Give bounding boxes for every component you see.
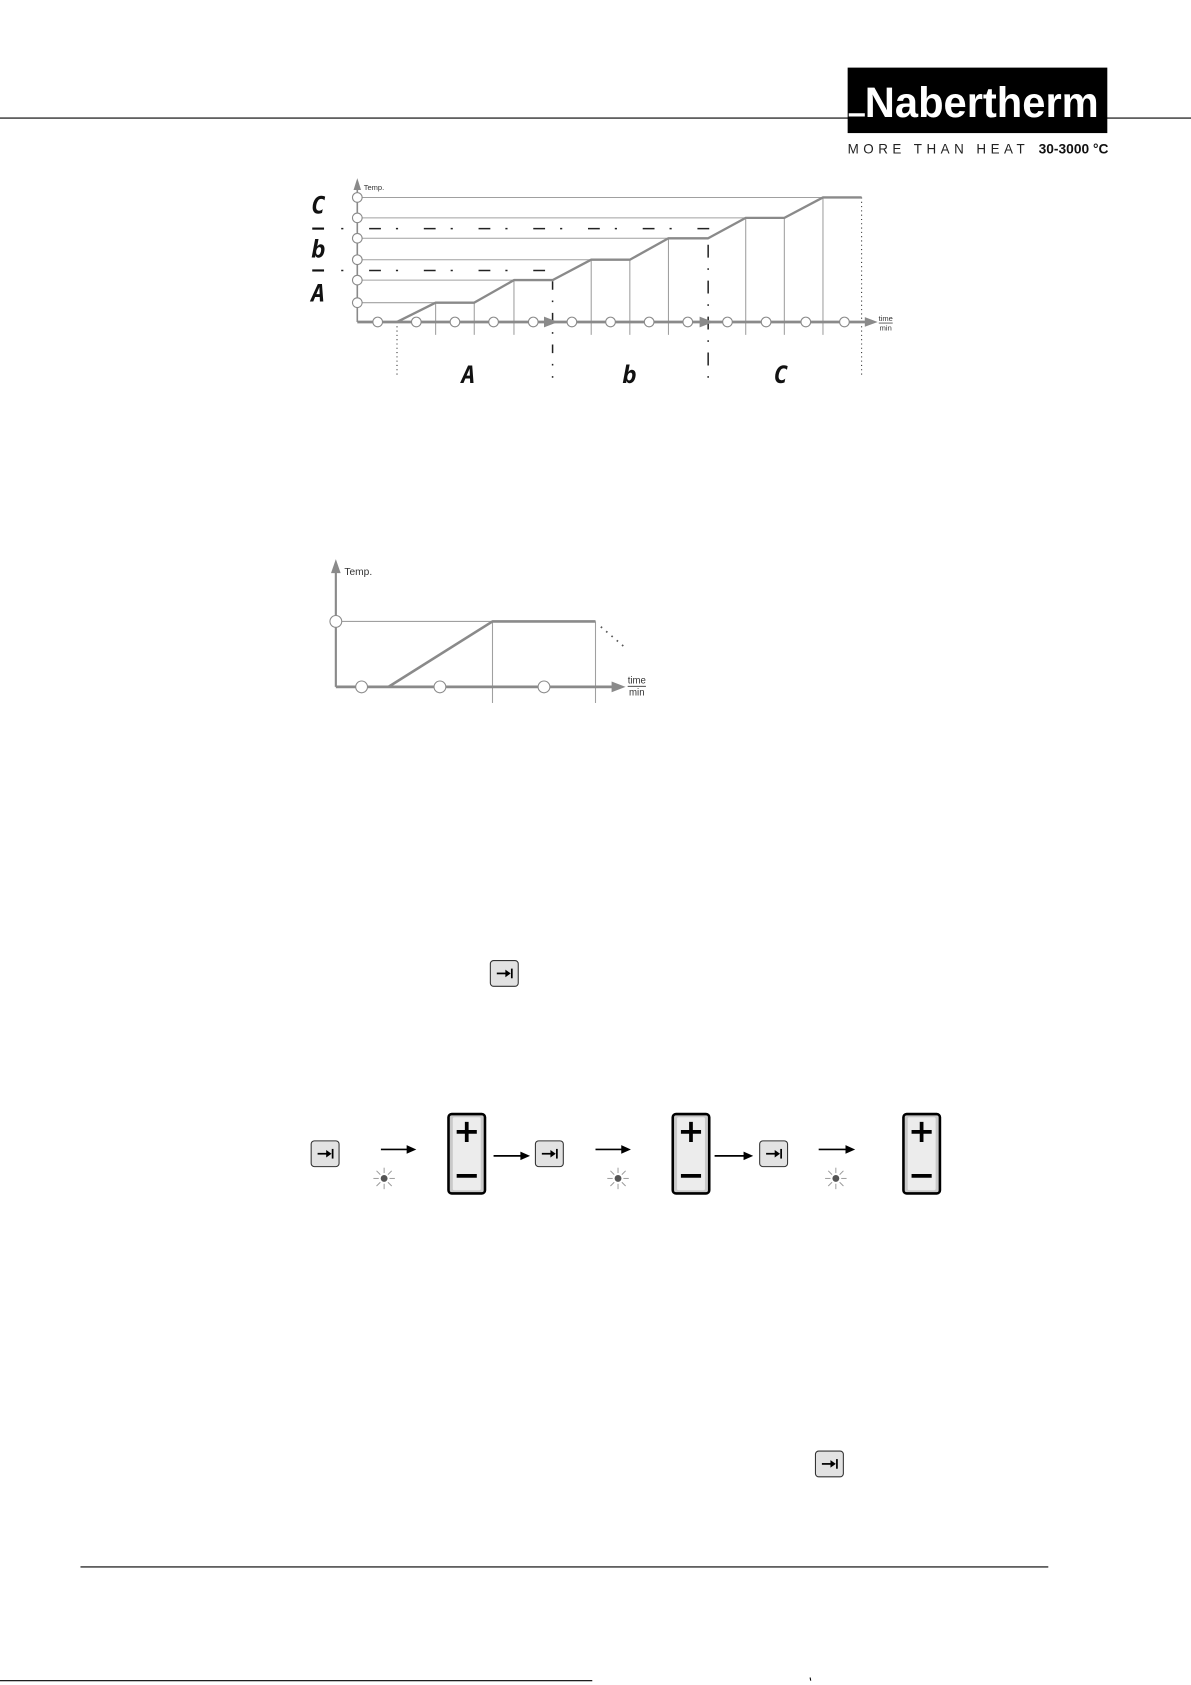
segment-time-node [723,317,733,327]
time-axis-arrowhead [612,682,626,693]
blink-ray [840,1171,844,1175]
setpoint-node [352,233,362,243]
segment-time-node [683,317,693,327]
blink-ray [377,1182,381,1186]
plus-minus-key-icon [449,1112,485,1194]
time-axis-arrowhead [865,317,878,327]
segment-time-node [356,681,368,693]
brand-tagline: MORE THAN HEAT [847,141,1025,157]
setpoint-node [352,298,362,308]
program-segments-diagram [309,178,893,389]
time-axis-label-bottom: min [629,687,645,699]
setpoint-node [352,213,362,223]
tab-arrow-key-icon [311,1141,339,1167]
continuation-dots [601,627,624,646]
page-footer [0,1567,1048,1681]
tab-arrow-key-icon [760,1141,788,1167]
blink-ray [610,1171,614,1175]
right-arrow-icon [381,1145,416,1154]
arrow-head [520,1152,530,1161]
bottom-label-program-a: A [461,361,476,390]
blink-dot [832,1175,839,1182]
program-transition-arrowhead [700,317,714,328]
temperature-axis-arrowhead [331,559,341,573]
plus-symbol: + [908,1111,936,1150]
minus-symbol: − [908,1155,936,1194]
setpoint-node [352,255,362,265]
arrow-head [846,1145,856,1154]
minus-symbol: − [453,1155,481,1194]
segment-time-node [450,317,460,327]
blink-dot [381,1175,388,1182]
segment-time-node [606,317,616,327]
bottom-label-program-c: C [773,361,788,390]
arrow-head [744,1152,754,1161]
segment-time-node [644,317,654,327]
blink-ray [377,1171,381,1175]
temperature-axis-label: Temp. [344,567,373,579]
setpoint-node [352,275,362,285]
temperature-axis-label: Temp. [363,182,385,192]
arrow-head [621,1145,631,1154]
right-arrow-icon [494,1152,530,1161]
left-label-program-c: C [311,191,326,220]
time-axis-label-top: time [878,313,893,323]
right-arrow-icon [715,1152,754,1161]
blink-icon [373,1168,394,1189]
key-illustrations [311,961,940,1477]
left-label-program-a: A [311,279,326,308]
page-header [0,68,1191,157]
segment-time-node [761,317,771,327]
tab-arrow-key-icon [815,1451,843,1477]
setpoint-node [352,193,362,203]
setpoint-node [330,616,342,628]
segment-time-node [434,681,446,693]
blink-ray [388,1171,392,1175]
segment-time-node [840,317,850,327]
time-axis-label-bottom: min [879,323,892,333]
blink-ray [622,1182,626,1186]
right-arrow-icon [596,1145,631,1154]
temperature-axis-arrowhead [354,178,362,190]
blink-ray [840,1182,844,1186]
plus-symbol: + [453,1111,481,1150]
single-segment-marks [330,559,626,703]
program-segments-marks [312,178,877,378]
segment-time-node [489,317,499,327]
bottom-label-program-b: b [622,361,637,390]
page-edge-mark [810,1677,811,1680]
blink-ray [610,1182,614,1186]
temperature-range: 30-3000 °C [1038,141,1109,157]
tab-arrow-key-icon [535,1141,563,1167]
segment-time-node [528,317,538,327]
tab-arrow-key-icon [490,961,518,987]
segment-time-node [801,317,811,327]
left-label-program-b: b [311,235,326,264]
plus-symbol: + [677,1111,705,1150]
blink-ray [622,1171,626,1175]
blink-ray [828,1171,832,1175]
plus-minus-key-icon [673,1112,709,1194]
segment-time-node [567,317,577,327]
right-arrow-icon [819,1145,855,1154]
blink-icon [607,1168,628,1189]
single-segment-diagram [330,559,646,703]
blink-dot [615,1175,622,1182]
minus-symbol: − [677,1155,705,1194]
program-transition-arrowhead [544,317,558,328]
plus-minus-key-icon [903,1112,939,1194]
brand-logo-text: Nabertherm [864,78,1099,127]
segment-time-node [373,317,383,327]
blink-ray [828,1182,832,1186]
arrow-head [407,1145,417,1154]
segment-time-node [411,317,421,327]
blink-ray [388,1182,392,1186]
blink-icon [825,1168,846,1189]
time-axis-label-top: time [627,675,646,687]
segment-time-node [538,681,550,693]
